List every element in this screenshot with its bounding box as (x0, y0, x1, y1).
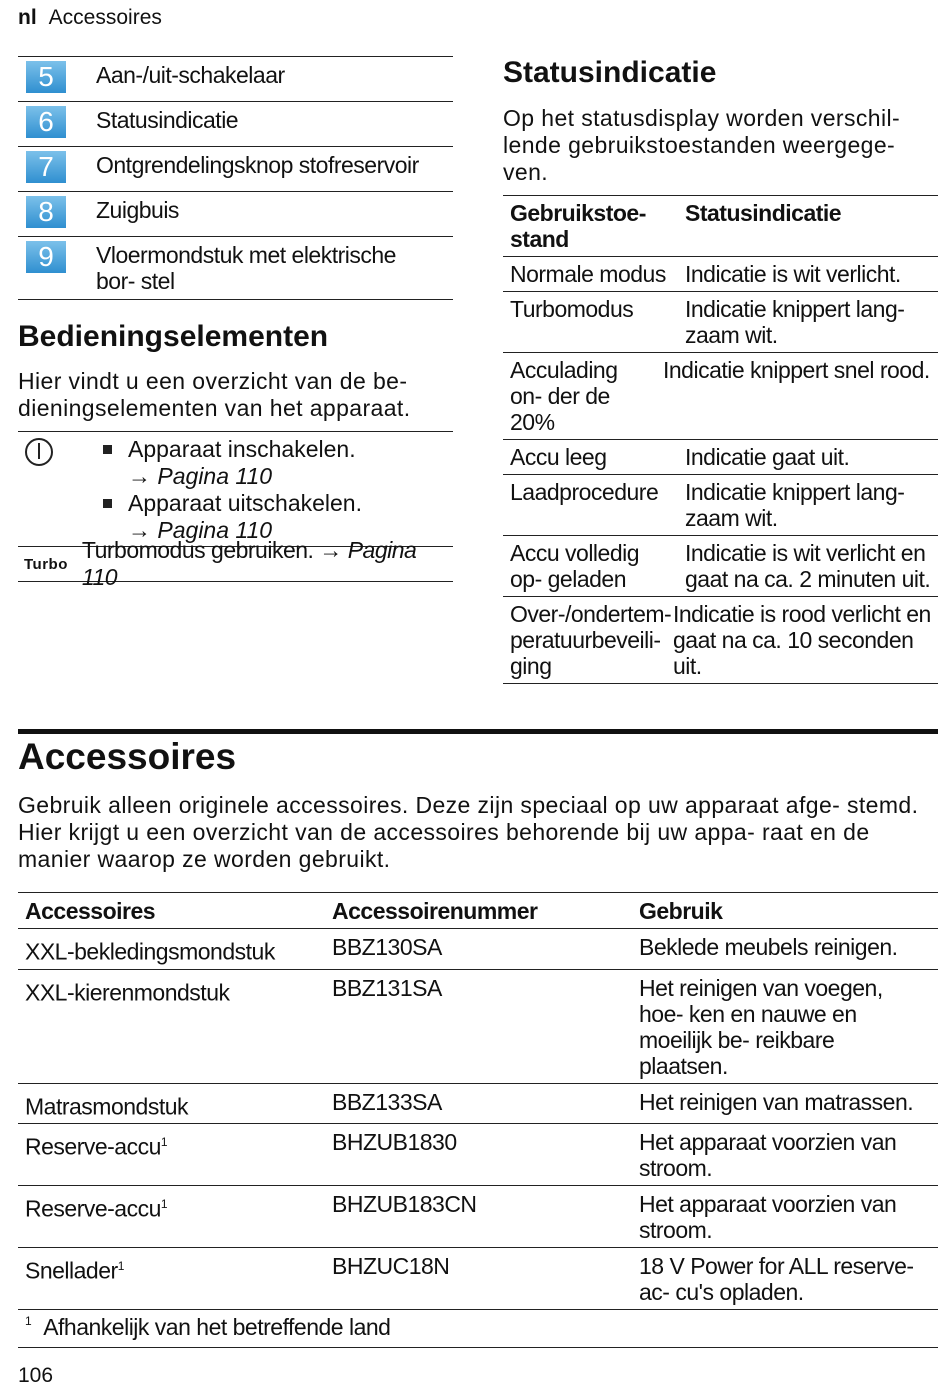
page-header (18, 6, 162, 30)
accessories-table (18, 892, 938, 1348)
table-row (18, 432, 453, 547)
accessoires-title: Accessoires (18, 736, 237, 777)
table-row: Reserve-accu$^1$ BHZUB183CN Het apparaat voorzien van stroom. (18, 1186, 938, 1248)
table-row: Matrasmondstuk BBZ133SA Het reinigen van matrassen. (18, 1084, 938, 1125)
table-row: Turbomodus Indicatie knippert lang- zaam wit. (503, 292, 938, 353)
language-code: nl (18, 6, 37, 29)
bediening-intro: Hier vindt u een overzicht van de be- dieningselementen van het apparaat. (18, 368, 411, 421)
table-row: Snellader$^1$ BHZUC18N 18 V Power for ALL reserve-ac- cu's opladen. (18, 1248, 938, 1310)
accessoires-intro: Gebruik alleen originele accessoires. Deze zijn speciaal op uw apparaat afge- stemd. Hier krijgt u een overzicht van de accessoires behorende bij uw appa- raat en de manier waarop ze worden gebruikt. (18, 792, 919, 872)
part-label: Aan-/uit-schakelaar (96, 62, 285, 88)
part-label: Vloermondstuk met elektrische bor- stel (96, 242, 396, 294)
table-row: Laadprocedure Indicatie knippert lang- zaam wit. (503, 475, 938, 536)
part-label: Zuigbuis (96, 197, 179, 223)
section-divider (18, 729, 938, 734)
part-number: 5 (26, 61, 66, 93)
turbo-label: Turbo (24, 555, 68, 573)
status-intro: Op het statusdisplay worden verschil- lende gebruikstoestanden weergege- ven. (503, 105, 901, 185)
list-item: Apparaat inschakelen. (103, 436, 362, 463)
table-row (18, 57, 453, 102)
power-actions (103, 432, 362, 546)
part-label: Statusindicatie (96, 107, 239, 133)
status-title: Statusindicatie (503, 56, 717, 89)
parts-table (18, 56, 453, 300)
power-icon (25, 438, 53, 466)
table-row: XXL-kierenmondstuk BBZ131SA Het reinigen van voegen, hoe- ken en nauwe en moeilijk be- reikbare plaatsen. (18, 970, 938, 1084)
table-row (18, 537, 453, 590)
table-row (18, 237, 453, 300)
table-row (18, 192, 453, 237)
footnote: 1 Afhankelijk van het betreffende land (18, 1310, 938, 1348)
part-number: 8 (26, 196, 66, 228)
table-row: Accu volledig op- geladen Indicatie is wit verlicht en gaat na ca. 2 minuten uit. (503, 536, 938, 597)
table-header: Accessoires Accessoirenummer Gebruik (18, 893, 938, 929)
bediening-title: Bedieningselementen (18, 320, 329, 353)
table-row: Acculading on- der de 20% Indicatie knippert snel rood. (503, 353, 938, 440)
table-row: XXL-bekledingsmondstuk BBZ130SA Beklede meubels reinigen. (18, 929, 938, 970)
part-label: Ontgrendelingsknop stofreservoir (96, 152, 419, 178)
table-row: Over-/ondertem- peratuurbeveili- ging Indicatie is rood verlicht en gaat na ca. 10 seconden uit. (503, 597, 938, 684)
list-item: Apparaat uitschakelen. (103, 490, 362, 517)
bullet-icon (103, 499, 112, 508)
table-header: Gebruikstoe- stand Statusindicatie (503, 196, 938, 257)
status-table (503, 195, 938, 684)
part-number: 9 (26, 241, 66, 273)
table-row: Reserve-accu$^1$ BHZUB1830 Het apparaat voorzien van stroom. (18, 1124, 938, 1186)
controls-table (18, 431, 453, 590)
table-row: Accu leeg Indicatie gaat uit. (503, 440, 938, 475)
part-number: 6 (26, 106, 66, 138)
page-reference: → Pagina 110 (128, 517, 273, 543)
turbo-text: Turbomodus gebruiken. → Pagina 110 (81, 537, 417, 590)
header-section: Accessoires (48, 6, 162, 29)
page-reference: → Pagina 110 (128, 463, 273, 489)
table-row (18, 147, 453, 192)
bullet-icon (103, 445, 112, 454)
part-number: 7 (26, 151, 66, 183)
page-number: 106 (18, 1364, 54, 1387)
table-row: Normale modus Indicatie is wit verlicht. (503, 257, 938, 292)
table-row (18, 102, 453, 147)
